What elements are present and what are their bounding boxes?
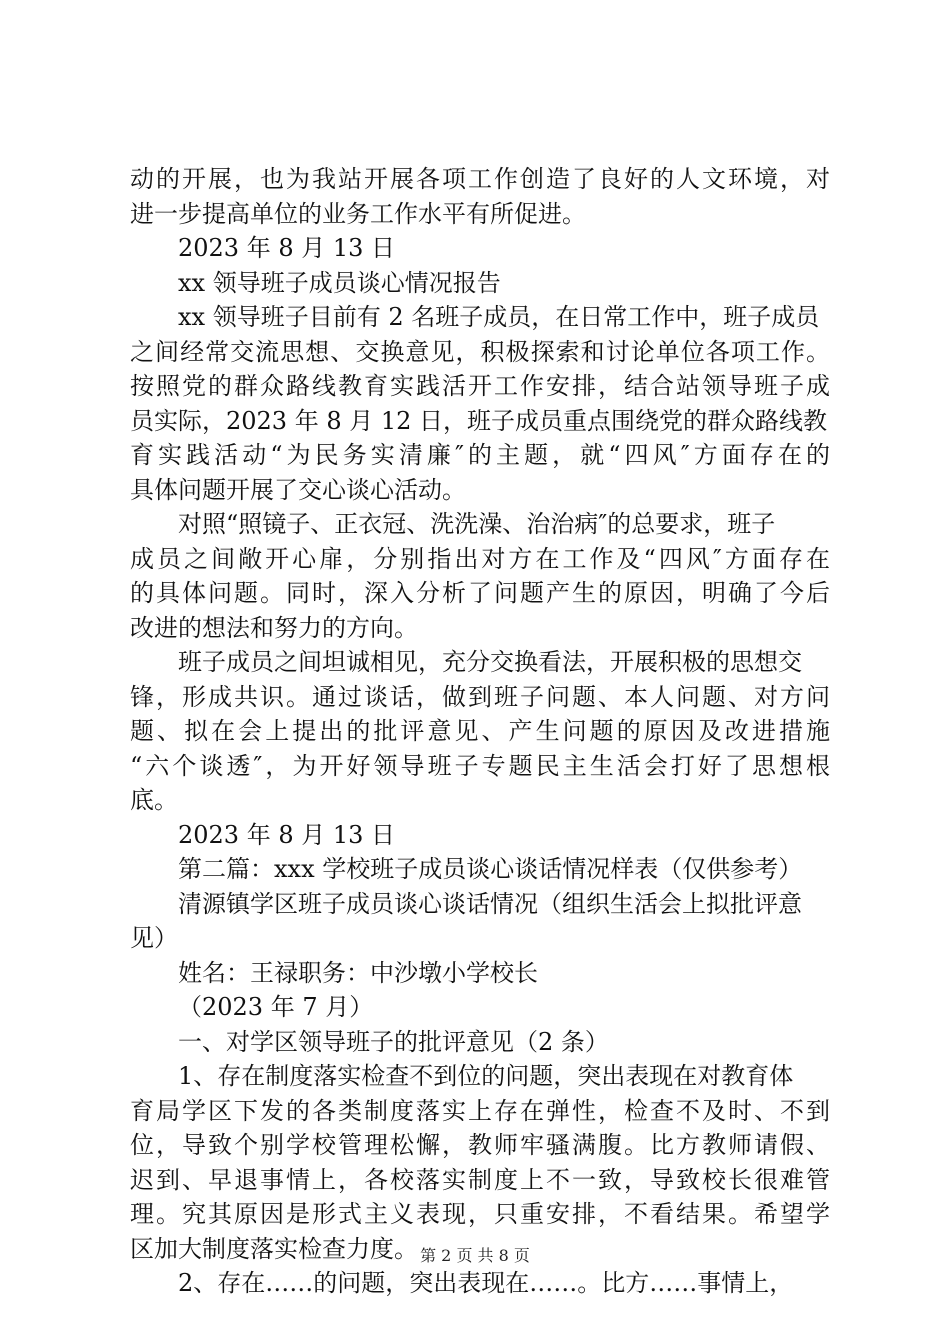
text-line: 成员之间敞开心扉，分别指出对方在工作及“四风″方面存在 [130,544,830,573]
text-line: 锋，形成共识。通过谈话，做到班子问题、本人问题、对方问 [130,682,830,711]
text-line: 区加大制度落实检查力度。 [130,1234,418,1263]
text-line: 姓名：王禄职务：中沙墩小学校长 [178,958,538,987]
text-line: 之间经常交流思想、交换意见，积极探索和讨论单位各项工作。 [130,337,830,366]
text-line: 对照“照镜子、正衣冠、洗洗澡、治治病″的总要求，班子 [178,510,776,538]
section-title: xx 领导班子成员谈心情况报告 [178,268,501,297]
page-footer: 第 2 页 共 8 页 [420,1246,530,1265]
text-line: 班子成员之间坦诚相见，充分交换看法，开展积极的思想交 [178,648,802,676]
text-line: 动的开展，也为我站开展各项工作创造了良好的人文环境，对 [130,165,830,193]
text-line: 的具体问题。同时，深入分析了问题产生的原因，明确了今后 [130,579,830,607]
section-title: 第二篇：xxx 学校班子成员谈心谈话情况样表（仅供参考） [178,855,803,883]
text-line: 育局学区下发的各类制度落实上存在弹性，检查不及时、不到 [130,1096,830,1125]
text-line: 员实际，2023 年 8 月 12 日，班子成员重点围绕党的群众路线教 [130,406,828,435]
text-line: 清源镇学区班子成员谈心谈话情况（组织生活会上拟批评意 [178,889,802,918]
document-body [130,162,830,1301]
text-line: 题、拟在会上提出的批评意见、产生问题的原因及改进措施 [130,717,830,745]
text-line: xx 领导班子目前有 2 名班子成员，在日常工作中，班子成员 [178,303,820,331]
text-line: 育实践活动“为民务实清廉″的主题，就“四风″方面存在的 [130,441,830,469]
text-line: 改进的想法和努力的方向。 [130,613,418,642]
text-line: “六个谈透″，为开好领导班子专题民主生活会打好了思想根 [130,751,830,780]
text-line: 进一步提高单位的业务工作水平有所促进。 [130,199,586,228]
date-line: 2023 年 8 月 13 日 [178,234,396,262]
text-line: 1、存在制度落实检查不到位的问题，突出表现在对教育体 [178,1062,794,1090]
text-line: 2、存在……的问题，突出表现在……。比方……事情上， [178,1269,794,1297]
section-heading: 一、对学区领导班子的批评意见（2 条） [178,1027,609,1056]
text-line: 按照党的群众路线教育实践活开工作安排，结合站领导班子成 [130,372,830,400]
text-line: 迟到、早退事情上，各校落实制度上不一致，导致校长很难管 [130,1165,830,1194]
text-line: 位，导致个别学校管理松懈，教师牢骚满腹。比方教师请假、 [130,1131,830,1159]
text-line: 具体问题开展了交心谈心活动。 [130,475,466,504]
text-line: 见） [130,924,178,952]
text-line: 理。究其原因是形式主义表现，只重安排，不看结果。希望学 [130,1200,830,1228]
text-line: 底。 [130,786,178,814]
date-line: 2023 年 8 月 13 日 [178,820,396,849]
date-line: （2023 年 7 月） [178,993,374,1021]
